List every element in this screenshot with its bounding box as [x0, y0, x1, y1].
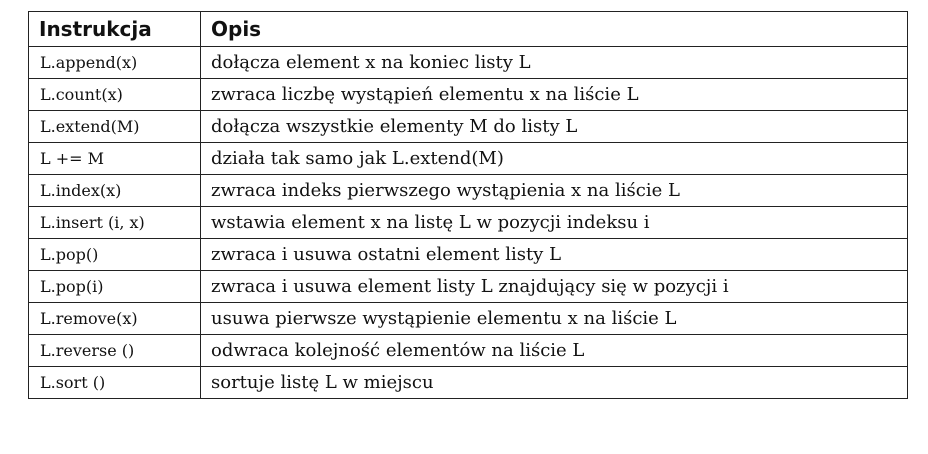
description-cell: zwraca i usuwa element listy L znajdujący się w pozycji i [201, 271, 908, 303]
description-cell: działa tak samo jak L.extend(M) [201, 143, 908, 175]
instruction-cell: L.reverse () [29, 335, 201, 367]
table-row [29, 367, 908, 399]
description-cell: dołącza wszystkie elementy M do listy L [201, 111, 908, 143]
table-row [29, 47, 908, 79]
instruction-cell: L.pop(i) [29, 271, 201, 303]
table-row [29, 207, 908, 239]
instruction-cell: L.count(x) [29, 79, 201, 111]
instruction-cell: L.remove(x) [29, 303, 201, 335]
description-cell: zwraca i usuwa ostatni element listy L [201, 239, 908, 271]
instruction-cell: L.index(x) [29, 175, 201, 207]
description-cell: zwraca indeks pierwszego wystąpienia x na liście L [201, 175, 908, 207]
instruction-cell: L.append(x) [29, 47, 201, 79]
header-instrukcja: Instrukcja [29, 12, 201, 47]
list-methods-table [28, 11, 908, 399]
table-row [29, 175, 908, 207]
table-row [29, 143, 908, 175]
instruction-cell: L.sort () [29, 367, 201, 399]
instruction-cell: L.insert (i, x) [29, 207, 201, 239]
table-header-row [29, 12, 908, 47]
description-cell: wstawia element x na listę L w pozycji indeksu i [201, 207, 908, 239]
list-methods-table-wrapper [28, 11, 908, 399]
description-cell: odwraca kolejność elementów na liście L [201, 335, 908, 367]
table-row [29, 335, 908, 367]
table-row [29, 303, 908, 335]
table-row [29, 79, 908, 111]
description-cell: usuwa pierwsze wystąpienie elementu x na liście L [201, 303, 908, 335]
instruction-cell: L += M [29, 143, 201, 175]
description-cell: sortuje listę L w miejscu [201, 367, 908, 399]
description-cell: dołącza element x na koniec listy L [201, 47, 908, 79]
header-opis: Opis [201, 12, 908, 47]
table-row [29, 239, 908, 271]
table-row [29, 271, 908, 303]
table-row [29, 111, 908, 143]
instruction-cell: L.pop() [29, 239, 201, 271]
instruction-cell: L.extend(M) [29, 111, 201, 143]
description-cell: zwraca liczbę wystąpień elementu x na liście L [201, 79, 908, 111]
